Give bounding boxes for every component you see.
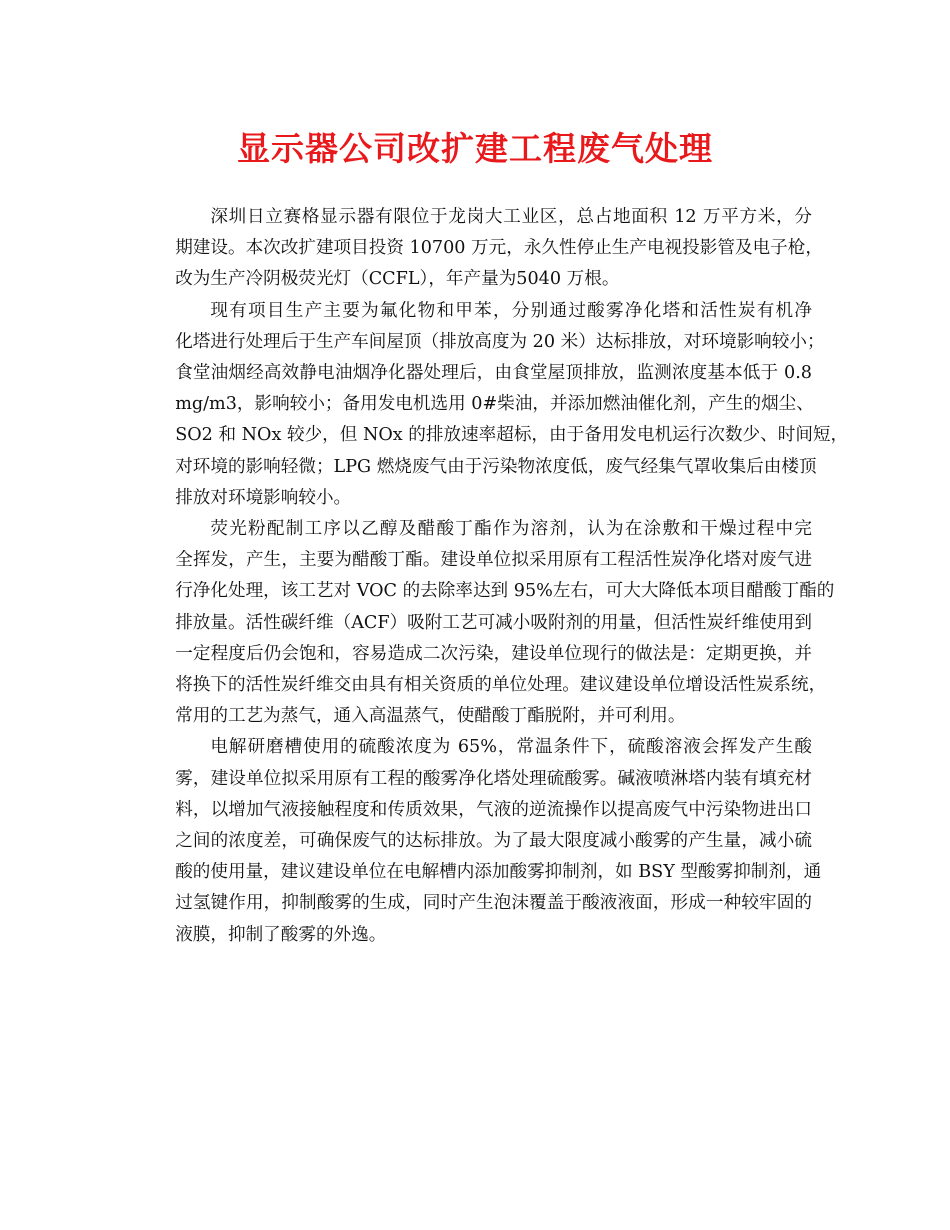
paragraph-line: 将换下的活性炭纤维交由具有相关资质的单位处理。建议建设单位增设活性炭系统， <box>175 675 827 696</box>
document-title: 显示器公司改扩建工程废气处理 <box>237 129 713 168</box>
paragraph-line: 行净化处理，该工艺对 VOC 的去除率达到 95%左右，可大大降低本项目醋酸丁酯的 <box>175 581 835 602</box>
paragraph-2 <box>140 296 849 514</box>
paragraph-line: 排放对环境影响较小。 <box>175 487 352 508</box>
paragraph-line: 电解研磨槽使用的硫酸浓度为 65%，常温条件下，硫酸溶液会挥发产生酸 <box>210 737 812 758</box>
document-body <box>140 202 849 951</box>
paragraph-line: SO2 和 NOx 较少，但 NOx 的排放速率超标，由于备用发电机运行次数少、时间短， <box>175 425 849 446</box>
paragraph-line: 期建设。本次改扩建项目投资 10700 万元，永久性停止生产电视投影管及电子枪， <box>175 238 823 259</box>
paragraph-line: 改为生产冷阴极荧光灯（CCFL），年产量为5040 万根。 <box>175 269 620 290</box>
paragraph-3 <box>140 514 835 732</box>
paragraph-line: 现有项目生产主要为氟化物和甲苯，分别通过酸雾净化塔和活性炭有机净 <box>210 300 812 321</box>
paragraph-line: 过氢键作用，抑制酸雾的生成，同时产生泡沫覆盖于酸液液面，形成一种较牢固的 <box>175 893 812 914</box>
paragraph-1 <box>140 202 823 296</box>
paragraph-line: 雾，建设单位拟采用原有工程的酸雾净化塔处理硫酸雾。碱液喷淋塔内装有填充材 <box>175 768 812 789</box>
paragraph-line: 荧光粉配制工序以乙醇及醋酸丁酯作为溶剂，认为在涂敷和干燥过程中完 <box>210 519 812 540</box>
paragraph-line: 一定程度后仍会饱和，容易造成二次污染，建设单位现行的做法是：定期更换，并 <box>175 643 812 664</box>
paragraph-line: 酸的使用量，建议建设单位在电解槽内添加酸雾抑制剂，如 BSY 型酸雾抑制剂，通 <box>175 862 822 883</box>
paragraph-line: 化塔进行处理后于生产车间屋顶（排放高度为 20 米）达标排放，对环境影响较小； <box>175 331 825 352</box>
paragraph-line: 排放量。活性碳纤维（ACF）吸附工艺可减小吸附剂的用量，但活性炭纤维使用到 <box>175 612 812 633</box>
paragraph-line: 全挥发，产生，主要为醋酸丁酯。建设单位拟采用原有工程活性炭净化塔对废气进 <box>175 550 812 571</box>
paragraph-line: 食堂油烟经高效静电油烟净化器处理后，由食堂屋顶排放，监测浓度基本低于 0.8 <box>175 363 812 384</box>
paragraph-line: 之间的浓度差，可确保废气的达标排放。为了最大限度减小酸雾的产生量，减小硫 <box>175 831 812 852</box>
paragraph-line: 料，以增加气液接触程度和传质效果，气液的逆流操作以提高废气中污染物进出口 <box>175 799 812 820</box>
paragraph-line: mg/m3，影响较小；备用发电机选用 0#柴油，并添加燃油催化剂，产生的烟尘、 <box>175 394 814 415</box>
paragraph-line: 深圳日立赛格显示器有限位于龙岗大工业区，总占地面积 12 万平方米，分 <box>210 207 812 227</box>
paragraph-line: 对环境的影响轻微；LPG 燃烧废气由于污染物浓度低，废气经集气罩收集后由楼顶 <box>175 456 817 477</box>
paragraph-line: 液膜，抑制了酸雾的外逸。 <box>175 924 387 945</box>
paragraph-4 <box>140 732 822 950</box>
paragraph-line: 常用的工艺为蒸气，通入高温蒸气，使醋酸丁酯脱附，并可利用。 <box>175 706 686 727</box>
